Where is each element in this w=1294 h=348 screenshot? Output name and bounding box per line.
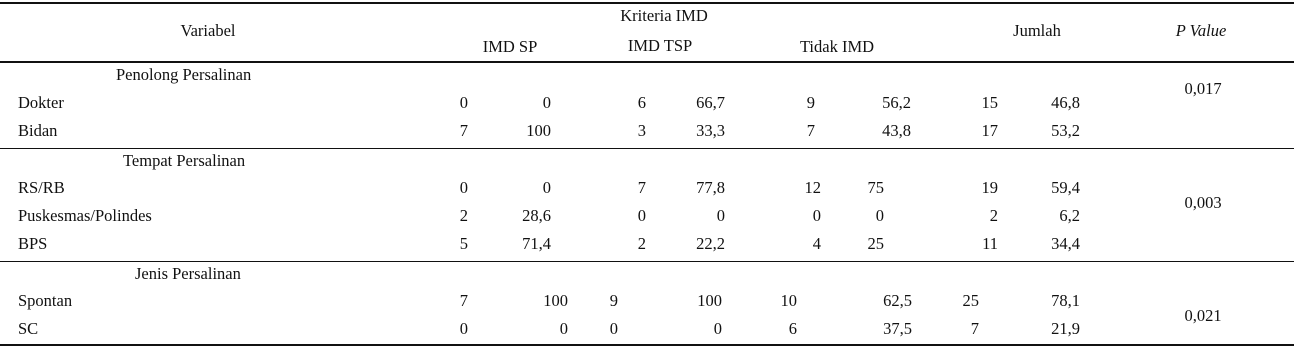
cell-imd-tsp-pct: 0 [713, 319, 722, 338]
cell-tidak-imd-n: 6 [788, 319, 797, 338]
cell-tidak-imd-pct: 25 [867, 234, 884, 253]
cell-imd-tsp-pct: 100 [697, 291, 722, 310]
cell-imd-tsp-n: 9 [609, 291, 618, 310]
p-value-tempat: 0,003 [1184, 193, 1222, 212]
cell-jumlah-pct: 78,1 [1051, 291, 1080, 310]
bottom-rule [0, 344, 1294, 346]
cell-imd-sp-n: 2 [459, 206, 468, 225]
header-rule [0, 61, 1294, 63]
cell-jumlah-pct: 34,4 [1051, 234, 1080, 253]
cell-tidak-imd-n: 7 [806, 121, 815, 140]
cell-imd-sp-pct: 28,6 [522, 206, 551, 225]
cell-imd-sp-n: 7 [459, 121, 468, 140]
cell-imd-tsp-n: 7 [637, 178, 646, 197]
cell-imd-tsp-n: 0 [637, 206, 646, 225]
cell-jumlah-n: 7 [970, 319, 979, 338]
cell-imd-sp-pct: 71,4 [522, 234, 551, 253]
row-label: RS/RB [18, 178, 65, 197]
cell-jumlah-pct: 46,8 [1051, 93, 1080, 112]
cell-imd-tsp-pct: 0 [716, 206, 725, 225]
cell-tidak-imd-pct: 56,2 [882, 93, 911, 112]
cell-imd-sp-pct: 0 [559, 319, 568, 338]
header-imd-tsp: IMD TSP [627, 36, 693, 55]
cell-tidak-imd-n: 0 [812, 206, 821, 225]
cell-tidak-imd-n: 12 [804, 178, 821, 197]
header-p-value: P Value [1175, 21, 1227, 40]
group-title-tempat: Tempat Persalinan [123, 151, 246, 170]
cell-tidak-imd-n: 9 [806, 93, 815, 112]
cell-imd-sp-pct: 0 [542, 178, 551, 197]
cell-imd-tsp-n: 2 [637, 234, 646, 253]
row-label: Dokter [18, 93, 64, 112]
p-value-jenis: 0,021 [1184, 306, 1222, 325]
header-variabel: Variabel [180, 21, 236, 40]
cell-jumlah-pct: 21,9 [1051, 319, 1080, 338]
cell-imd-sp-n: 7 [459, 291, 468, 310]
cell-imd-sp-n: 0 [459, 93, 468, 112]
cell-jumlah-n: 17 [981, 121, 998, 140]
cell-tidak-imd-pct: 0 [875, 206, 884, 225]
cell-imd-tsp-pct: 33,3 [696, 121, 725, 140]
cell-jumlah-n: 2 [989, 206, 998, 225]
group-rule-2 [0, 261, 1294, 262]
cell-tidak-imd-n: 10 [780, 291, 797, 310]
cell-imd-tsp-pct: 66,7 [696, 93, 725, 112]
cell-jumlah-n: 11 [982, 234, 998, 253]
cell-tidak-imd-pct: 62,5 [883, 291, 912, 310]
p-value-penolong: 0,017 [1184, 79, 1222, 98]
cell-jumlah-n: 15 [981, 93, 998, 112]
row-label: Spontan [18, 291, 73, 310]
cell-imd-sp-n: 5 [459, 234, 468, 253]
cell-tidak-imd-pct: 75 [867, 178, 884, 197]
cell-imd-sp-pct: 100 [526, 121, 551, 140]
cell-jumlah-pct: 6,2 [1059, 206, 1080, 225]
cell-imd-sp-n: 0 [459, 319, 468, 338]
header-kriteria-imd: Kriteria IMD [620, 6, 708, 25]
cell-imd-tsp-n: 0 [609, 319, 618, 338]
cell-jumlah-n: 19 [981, 178, 998, 197]
header-imd-sp: IMD SP [482, 37, 538, 56]
group-title-jenis: Jenis Persalinan [135, 264, 241, 283]
cell-tidak-imd-n: 4 [812, 234, 821, 253]
cell-imd-tsp-n: 3 [637, 121, 646, 140]
top-rule [0, 2, 1294, 4]
row-label: SC [18, 319, 39, 338]
cell-tidak-imd-pct: 43,8 [882, 121, 911, 140]
cell-tidak-imd-pct: 37,5 [883, 319, 912, 338]
cell-jumlah-pct: 59,4 [1051, 178, 1080, 197]
group-rule-1 [0, 148, 1294, 149]
cell-imd-sp-n: 0 [459, 178, 468, 197]
header-jumlah: Jumlah [1013, 21, 1061, 40]
cell-jumlah-n: 25 [962, 291, 979, 310]
cell-imd-sp-pct: 0 [542, 93, 551, 112]
cell-jumlah-pct: 53,2 [1051, 121, 1080, 140]
header-tidak-imd: Tidak IMD [799, 37, 875, 56]
row-label: BPS [18, 234, 48, 253]
cell-imd-tsp-pct: 22,2 [696, 234, 725, 253]
row-label: Bidan [18, 121, 58, 140]
cell-imd-sp-pct: 100 [543, 291, 568, 310]
cell-imd-tsp-pct: 77,8 [696, 178, 725, 197]
group-title-penolong: Penolong Persalinan [116, 65, 252, 84]
row-label: Puskesmas/Polindes [18, 206, 152, 225]
cell-imd-tsp-n: 6 [637, 93, 646, 112]
